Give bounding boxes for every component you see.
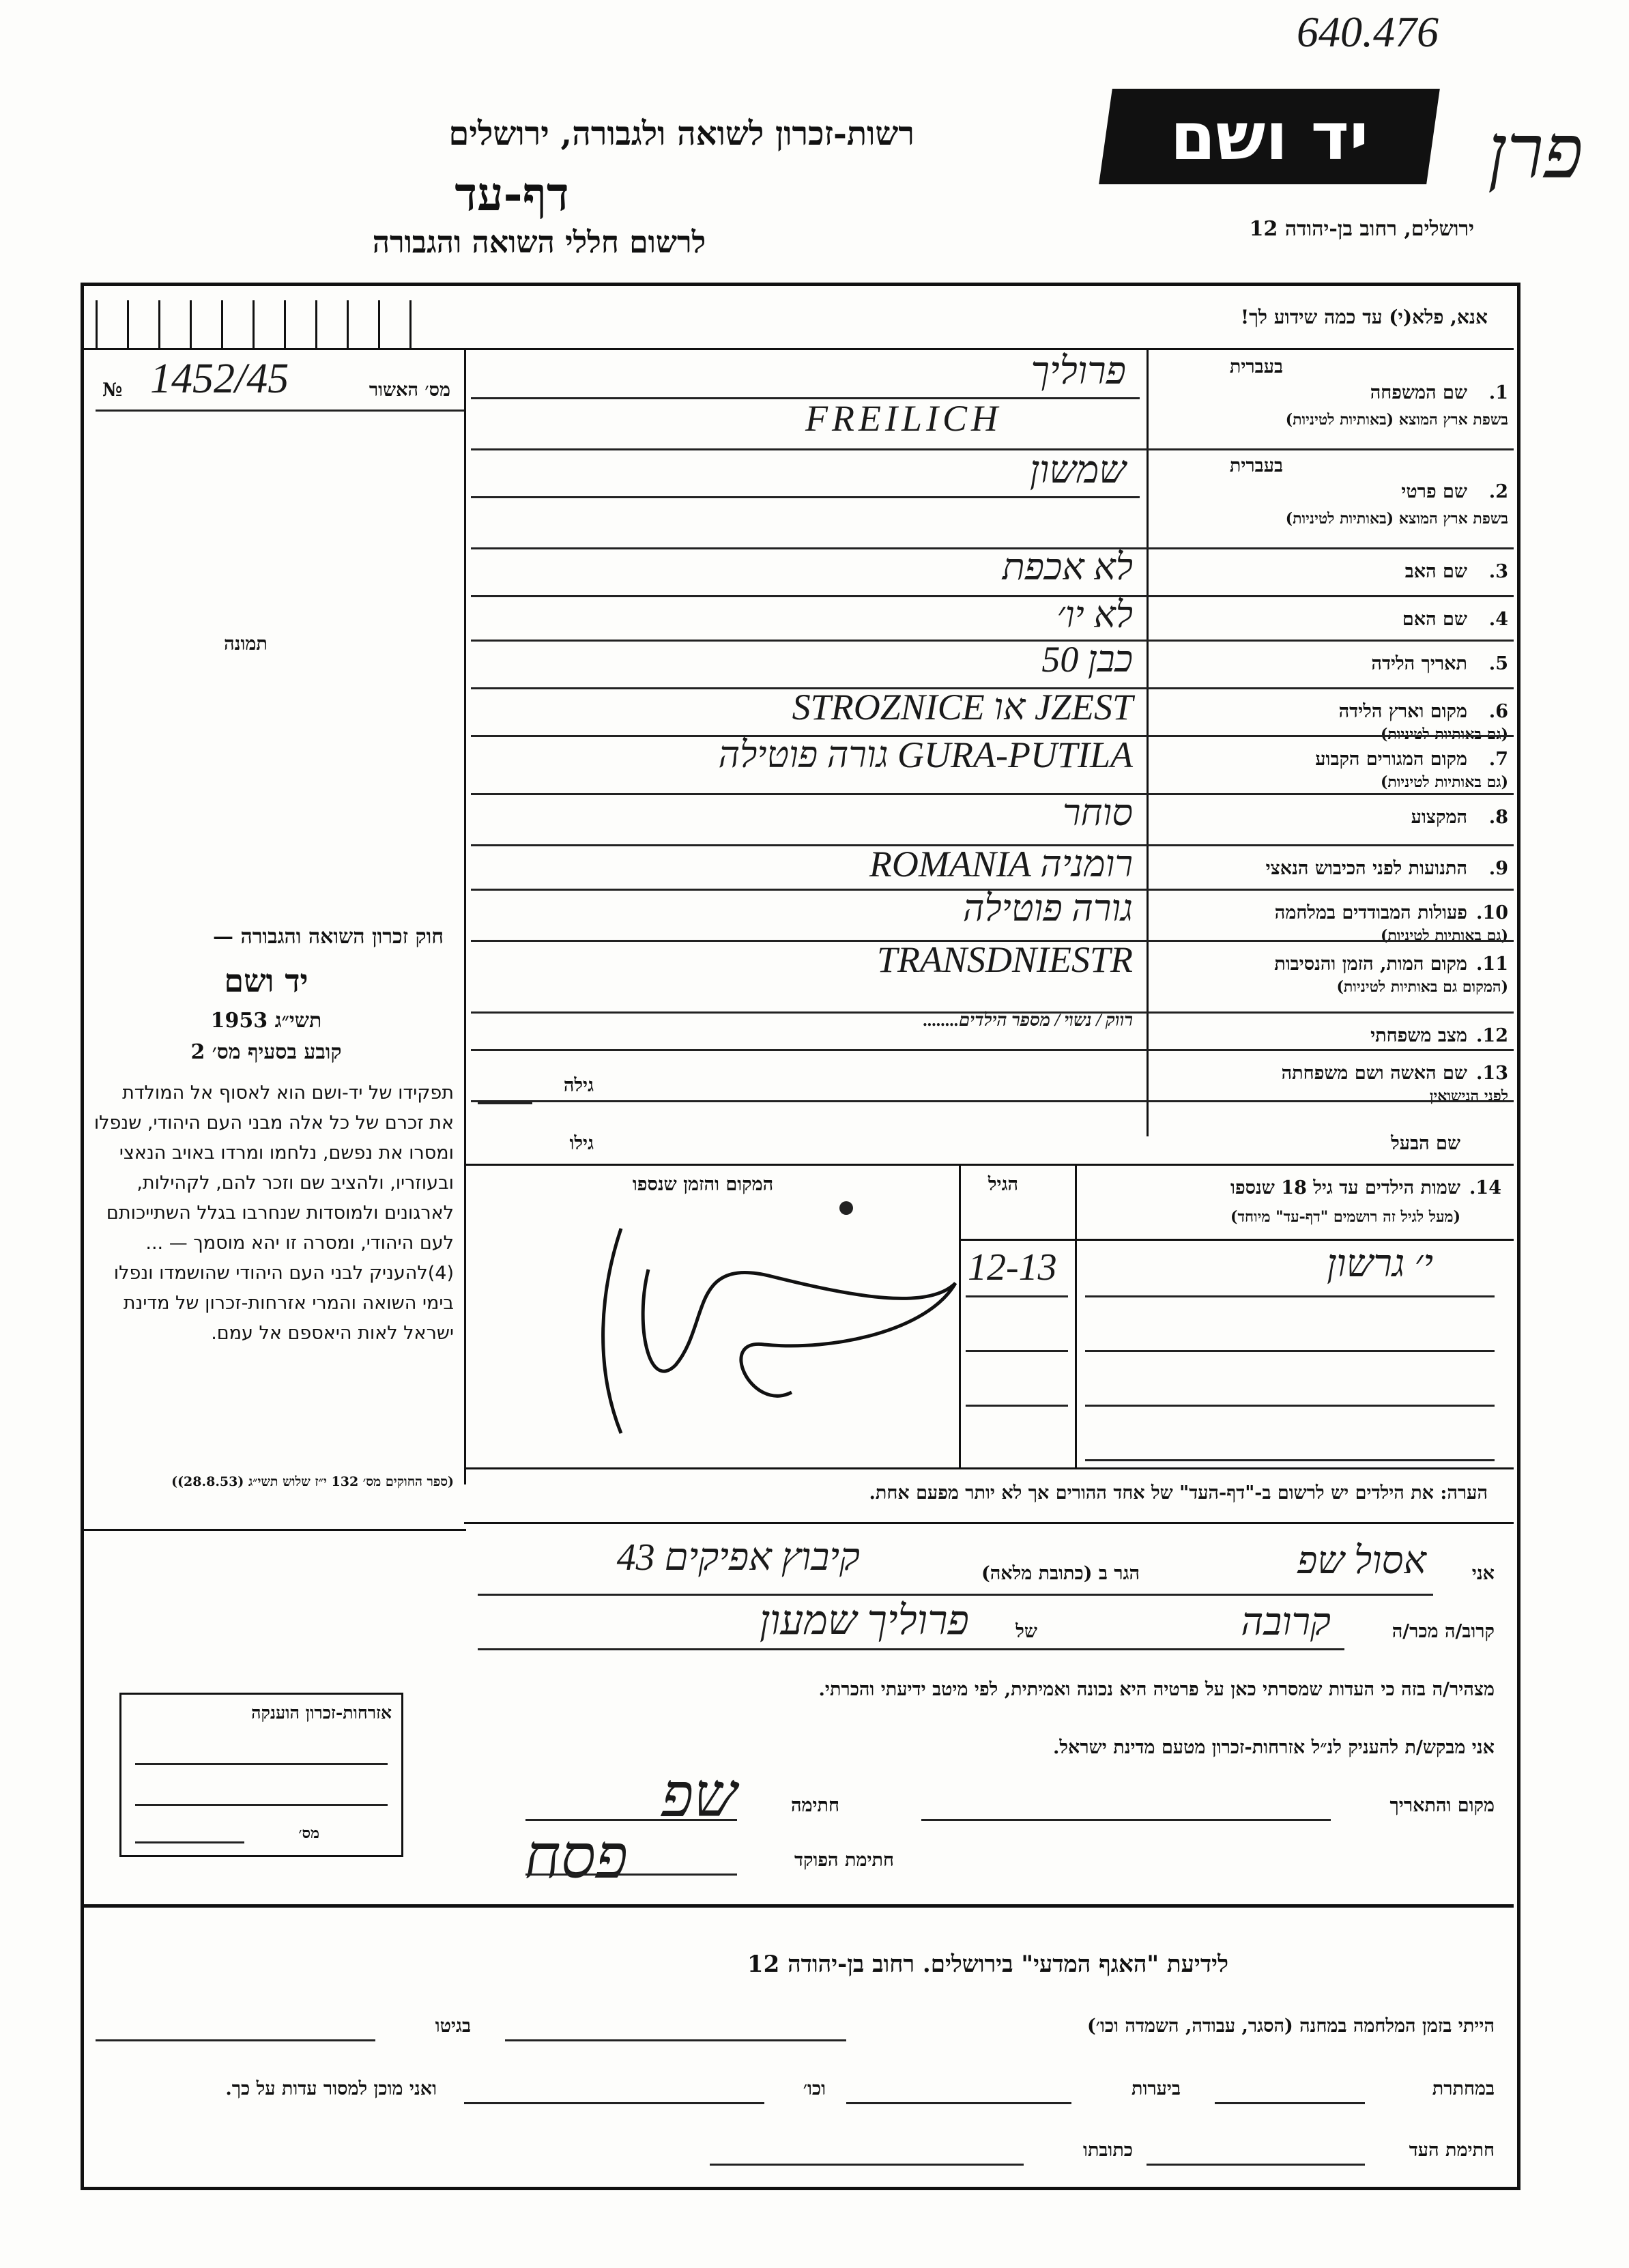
bottom-line2-fill2 (846, 2102, 1071, 2104)
field-num: 5. (1488, 653, 1508, 674)
field-sub: בשפת ארץ המוצא (באותיות לטיניות) (1285, 510, 1508, 528)
signature-label: חתימה (790, 1795, 839, 1816)
field-hebrew-tag: בעברית (1229, 356, 1283, 377)
declarant-address-value: קיבוץ אפיקים 43 (616, 1536, 860, 1579)
field-num: 4. (1488, 609, 1508, 630)
field-sub: לפני הנישואין (1429, 1087, 1508, 1105)
photo-label: תמונה (224, 633, 268, 655)
field-label: שם האם (1402, 609, 1467, 630)
field-sub: (גם באותיות לטיניות) (1380, 726, 1508, 743)
children-row-3 (1085, 1405, 1495, 1407)
bottom-line1-fill2 (96, 2039, 375, 2041)
law-section: קובע בסעיף מס׳ 2 (190, 1040, 342, 1064)
field-num: 9. (1488, 858, 1508, 879)
age-label: גילה (563, 1075, 594, 1096)
declarant-relation-value: קרובה (1241, 1601, 1331, 1643)
field-value: GURA-PUTILA גורה פוטילה (718, 734, 1133, 775)
children-note: הערה: את הילדים יש לרשום ב-"דף-העד" של אחד ההורים אך לא יותר מפעם אחת. (869, 1482, 1488, 1504)
citizenship-box-line-3 (135, 1841, 244, 1843)
field-label: מצב משפחתי (1370, 1025, 1467, 1046)
bottom-line2-fill3 (464, 2102, 764, 2104)
declaration-text: מצהיר/ה בזה כי העדות שמסרתי כאן על פרטיה היא נכונה ואמיתית, לפי מיטב ידיעתי והכרתי. (818, 1679, 1495, 1700)
field-value: סוחר (1062, 792, 1133, 833)
field-line (471, 1100, 1514, 1102)
field-line (471, 496, 1140, 498)
field-value-hebrew: שמשון (1029, 449, 1126, 491)
approval-ticks (96, 300, 437, 348)
form-subtitle: לרשום חללי השואה והגבורה (372, 225, 706, 260)
org-title: רשות-זכרון לשואה ולגבורה, ירושלים (448, 115, 914, 153)
bottom-line3-fill (1147, 2164, 1365, 2166)
declarant-of-label: של (1015, 1621, 1037, 1642)
bottom-line3-b: כתובתו (1083, 2140, 1133, 2161)
children-sub: (מעל לגיל זה רושמים "דף-עד" מיוחד) (1230, 1208, 1460, 1226)
field-line (471, 397, 1140, 399)
declarant-ani-value: אסול שפ (1297, 1540, 1426, 1582)
field-label: מקום המות, הזמן והנסיבות (1274, 953, 1467, 975)
law-title: חוק זכרון השואה והגבורה — (213, 925, 444, 949)
field-label: המקצוע (1411, 807, 1467, 828)
note-bottom-line (464, 1522, 1514, 1524)
law-body: תפקידו של יד-ושם הוא לאסוף אל המולדת את זכרם של כל אלה מבני העם היהודי, שנפלו ומסרו את נפשם, נלחמו ומרדו באויב הנאצי ובעוזריו, ולהציב שם וזכר להם, לקהילות, לארגונים ולמוסדות שנחרבו בגלל השתייכותם לעם היהודי, ומסרה זו יהא מוסמך — ...(4)להעניק לבני העם היהודי שהושמדו ונפלו בימי השואה והמרי אזרחות-זכרון של מדינת ישראל לאות היאספם אל עמם. (93, 1082, 454, 1344)
declarant-address-label: הגר ב (כתובת מלאה) (981, 1563, 1140, 1584)
request-text: אני מבקש/ת להעניק לנ״ל אזרחות-זכרון מטעם מדינת ישראל. (1053, 1737, 1495, 1758)
field-line (471, 1049, 1514, 1051)
field-num: 3. (1488, 561, 1508, 582)
bottom-line2-d: ואני מוכן למסור עדות על כך. (225, 2078, 437, 2099)
logo-text: יד ושם (1170, 98, 1369, 175)
law-year: תשי״ג 1953 (210, 1009, 322, 1033)
field-num: 2. (1488, 481, 1508, 502)
signature-value: שפ (661, 1762, 737, 1830)
children-bottom-line (464, 1467, 1514, 1469)
citizenship-box-line-1 (135, 1763, 388, 1765)
field-num: 8. (1488, 807, 1508, 828)
children-row-1 (1085, 1295, 1495, 1297)
field-value: רומניה ROMANIA (869, 844, 1133, 885)
bottom-line3-fill2 (710, 2164, 1024, 2166)
bottom-line1-fill (505, 2039, 846, 2041)
margin-note: פרן (1488, 111, 1583, 194)
field-label: שם האשה ושם משפחתה (1281, 1063, 1467, 1084)
children-col-place: המקום והזמן שנספו (632, 1174, 774, 1195)
children-num: 14. (1469, 1177, 1501, 1198)
instruction: אנא, פלא(י) עד כמה שידוע לך! (1240, 306, 1488, 328)
field-label: שם האב (1404, 561, 1467, 582)
field-value-latin: FREILICH (805, 398, 1002, 439)
field-label: שם המשפחה (1370, 382, 1467, 403)
officer-value: פסח (524, 1824, 628, 1891)
field-label: שם פרטי (1401, 481, 1467, 502)
field-num: 13. (1476, 1063, 1508, 1084)
form-title: דף-עד (455, 167, 569, 222)
field-value: כבן 50 (1041, 639, 1133, 680)
field-num: 1. (1488, 382, 1508, 403)
children-label: שמות הילדים עד גיל 18 שנספו (1230, 1177, 1460, 1198)
field-value: JZEST או STROZNICE (792, 687, 1133, 728)
husband-age-label: גילו (569, 1133, 594, 1154)
bottom-title: לידיעת "האגף המדעי" בירושלים. רחוב בן-יהודה 12 (747, 1951, 1228, 1978)
field-label: פעולות המבודדים במלחמה (1274, 902, 1467, 923)
bottom-line2-a: במחתרת (1432, 2078, 1495, 2099)
field-hebrew-tag: בעברית (1229, 455, 1283, 476)
field-num: 11. (1476, 953, 1508, 975)
org-address: ירושלים, רחוב בן-יהודה 12 (1249, 217, 1474, 241)
field-value: גורה פוטילה (962, 888, 1133, 929)
children-col-age: הגיל (988, 1174, 1019, 1195)
field-value: רווק / נשוי / מספר הילדים........ (923, 1010, 1133, 1030)
approval-line (96, 410, 464, 412)
approval-no: № (102, 379, 123, 401)
law-bottom-line (84, 1529, 466, 1531)
approval-label: מס׳ האשור (369, 379, 450, 401)
children-header-line (959, 1239, 1514, 1241)
declarant-line-1 (478, 1594, 1433, 1596)
law-ref: (ספר החוקים מס׳ 132 י״ז שלוש תשי״ג (28.8.53)) (171, 1474, 454, 1489)
label-column-divider (1147, 348, 1149, 1136)
field-num: 7. (1488, 749, 1508, 770)
bottom-line2-fill (1215, 2102, 1365, 2104)
field-label: מקום וארץ הלידה (1338, 701, 1467, 722)
declarant-ani-label: אני (1471, 1563, 1495, 1584)
bottom-line2-c: וכו׳ (803, 2078, 826, 2099)
officer-line (525, 1874, 737, 1876)
field-num: 12. (1476, 1025, 1508, 1046)
field-value: לא יו׳ (1056, 594, 1133, 635)
field-sub: בשפת ארץ המוצא (באותיות לטיניות) (1285, 411, 1508, 429)
children-row-2 (1085, 1350, 1495, 1352)
signature-line (525, 1819, 737, 1821)
place-date-line (921, 1819, 1331, 1821)
signature-scribble (546, 1188, 983, 1461)
field-label: תאריך הלידה (1371, 653, 1467, 674)
husband-label: שם הבעל (1391, 1133, 1460, 1154)
approval-value: 1452/45 (150, 356, 289, 402)
field-value: לא אכפת (1002, 547, 1133, 588)
children-row-4 (1085, 1459, 1495, 1461)
field-sub: (גם באותיות לטיניות) (1380, 773, 1508, 791)
citizenship-box (119, 1693, 403, 1857)
citizenship-box-title: אזרחות-זכרון הוענקה (251, 1703, 392, 1723)
officer-label: חתימת הפוקד (794, 1850, 894, 1871)
field-value: TRANSDNIESTR (876, 939, 1133, 980)
field-num: 10. (1476, 902, 1508, 923)
field-num: 6. (1488, 701, 1508, 722)
field-value-hebrew: פרוליך (1030, 350, 1126, 392)
citizenship-box-line-2 (135, 1804, 388, 1806)
bottom-line1-b: בגיטו (435, 2015, 471, 2037)
children-row-name: י׳ גרשון (1327, 1243, 1433, 1285)
bottom-line3-a: חתימת העד (1409, 2140, 1495, 2161)
field-label: התנועות לפני הכיבוש הנאצי (1265, 858, 1467, 879)
children-row-age: 12-13 (968, 1246, 1057, 1289)
declarant-of-value: פרוליך שמעון (759, 1598, 969, 1643)
children-top-line (464, 1164, 1514, 1166)
field-sub: (המקום גם באותיות לטיניות) (1336, 978, 1508, 996)
field-sub: (גם באותיות לטיניות) (1380, 927, 1508, 945)
left-column-divider (464, 348, 466, 1484)
age-line (478, 1102, 532, 1104)
children-col-divider-1 (1075, 1164, 1077, 1467)
bottom-line1-a: הייתי בזמן המלחמה במחנה (הסגר, עבודה, השמדה וכו׳) (1087, 2015, 1495, 2037)
declarant-line-2 (478, 1648, 1344, 1650)
citizenship-box-number: מס׳ (298, 1824, 319, 1842)
field-label: מקום המגורים הקבוע (1315, 749, 1467, 770)
law-name: יד ושם (224, 962, 308, 999)
yad-vashem-logo (1099, 89, 1440, 184)
declarant-relation-label: קרוב/ה מכר/ה (1392, 1621, 1495, 1642)
bottom-line2-b: ביערות (1131, 2078, 1181, 2099)
place-date-label: מקום והתאריך (1389, 1795, 1495, 1816)
stamp-number: 640.476 (1297, 8, 1439, 56)
bottom-divider (84, 1904, 1514, 1908)
